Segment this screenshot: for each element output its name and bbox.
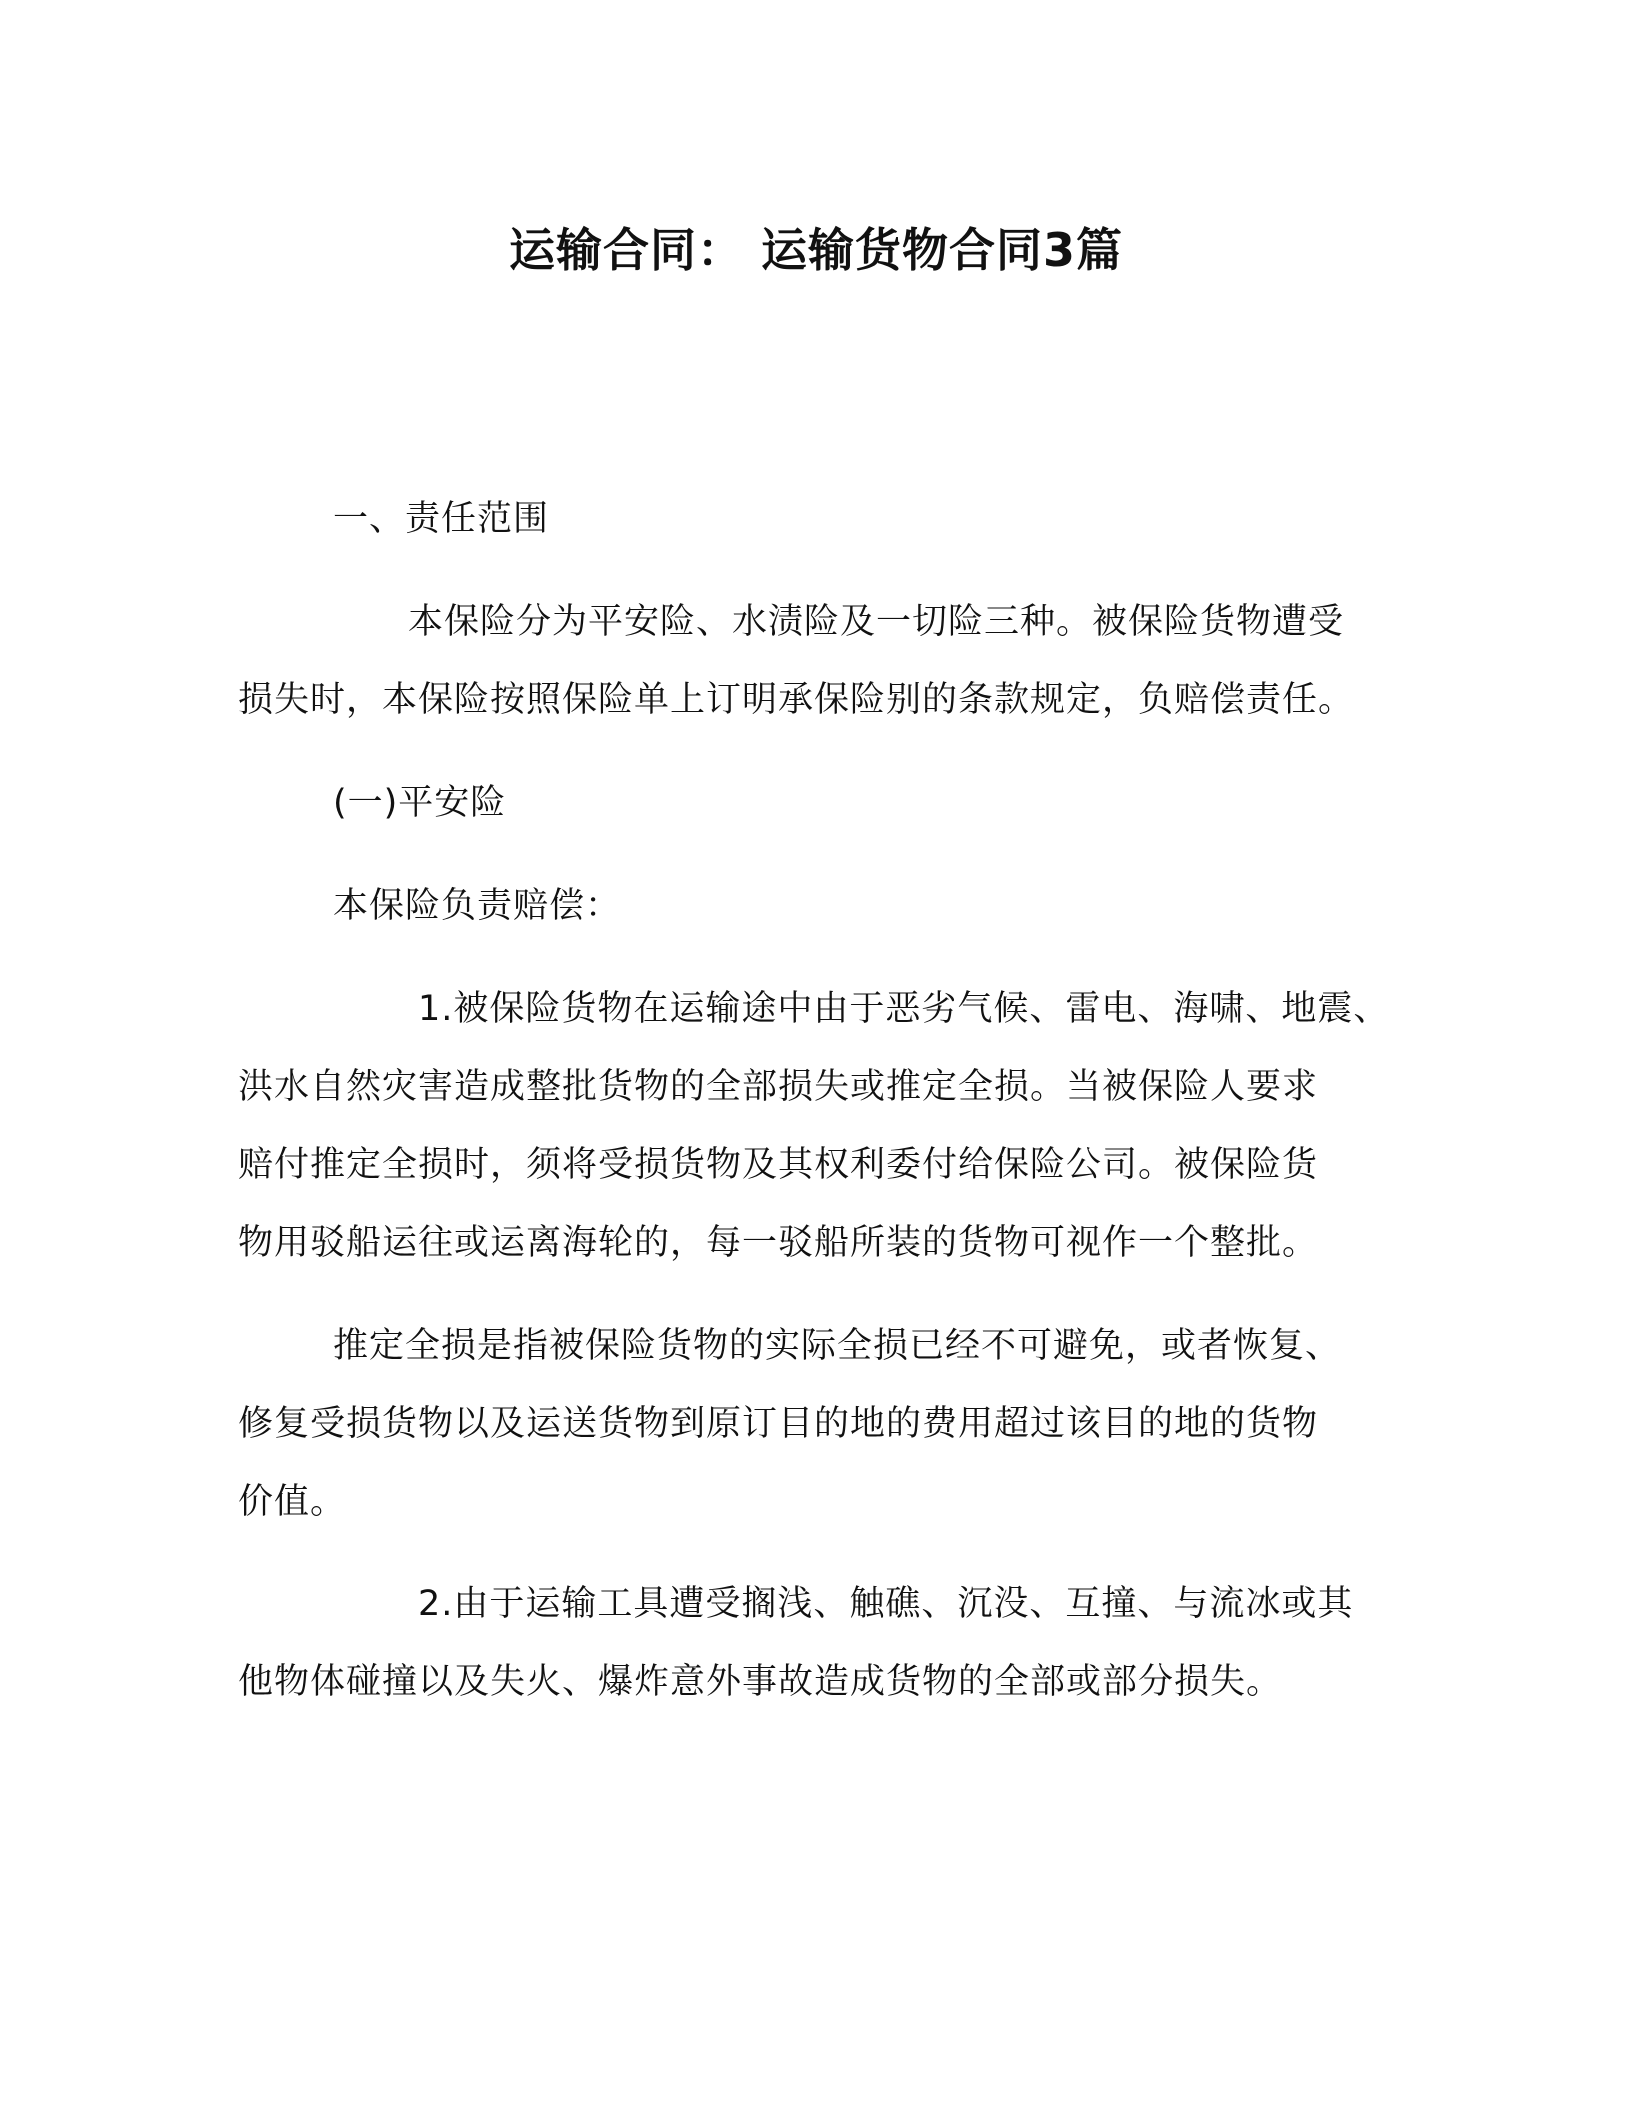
paragraph-line: 修复受损货物以及运送货物到原订目的地的费用超过该目的地的货物	[238, 1404, 1319, 1444]
paragraph-line: 本保险分为平安险、水渍险及一切险三种。被保险货物遭受	[408, 602, 1345, 642]
list-item-line: 赔付推定全损时，须将受损货物及其权利委付给保险公司。被保险货	[238, 1145, 1319, 1185]
list-item-line: 洪水自然灾害造成整批货物的全部损失或推定全损。当被保险人要求	[238, 1067, 1319, 1107]
list-item-line: 物用驳船运往或运离海轮的，每一驳船所装的货物可视作一个整批。	[238, 1223, 1319, 1263]
paragraph-line: 损失时，本保险按照保险单上订明承保险别的条款规定，负赔偿责任。	[238, 680, 1355, 720]
subsection-heading: (一)平安险	[333, 783, 507, 823]
list-item-line: 1.被保险货物在运输途中由于恶劣气候、雷电、海啸、地震、	[418, 989, 1390, 1029]
paragraph-line: 推定全损是指被保险货物的实际全损已经不可避免，或者恢复、	[333, 1326, 1342, 1366]
paragraph-line: 本保险负责赔偿：	[333, 886, 622, 926]
paragraph-line: 价值。	[238, 1482, 347, 1522]
section-heading: 一、责任范围	[333, 499, 550, 539]
list-item-line: 2.由于运输工具遭受搁浅、触礁、沉没、互撞、与流冰或其	[418, 1584, 1354, 1624]
document-title: 运输合同： 运输货物合同3篇	[508, 223, 1124, 277]
list-item-line: 他物体碰撞以及失火、爆炸意外事故造成货物的全部或部分损失。	[238, 1662, 1283, 1702]
